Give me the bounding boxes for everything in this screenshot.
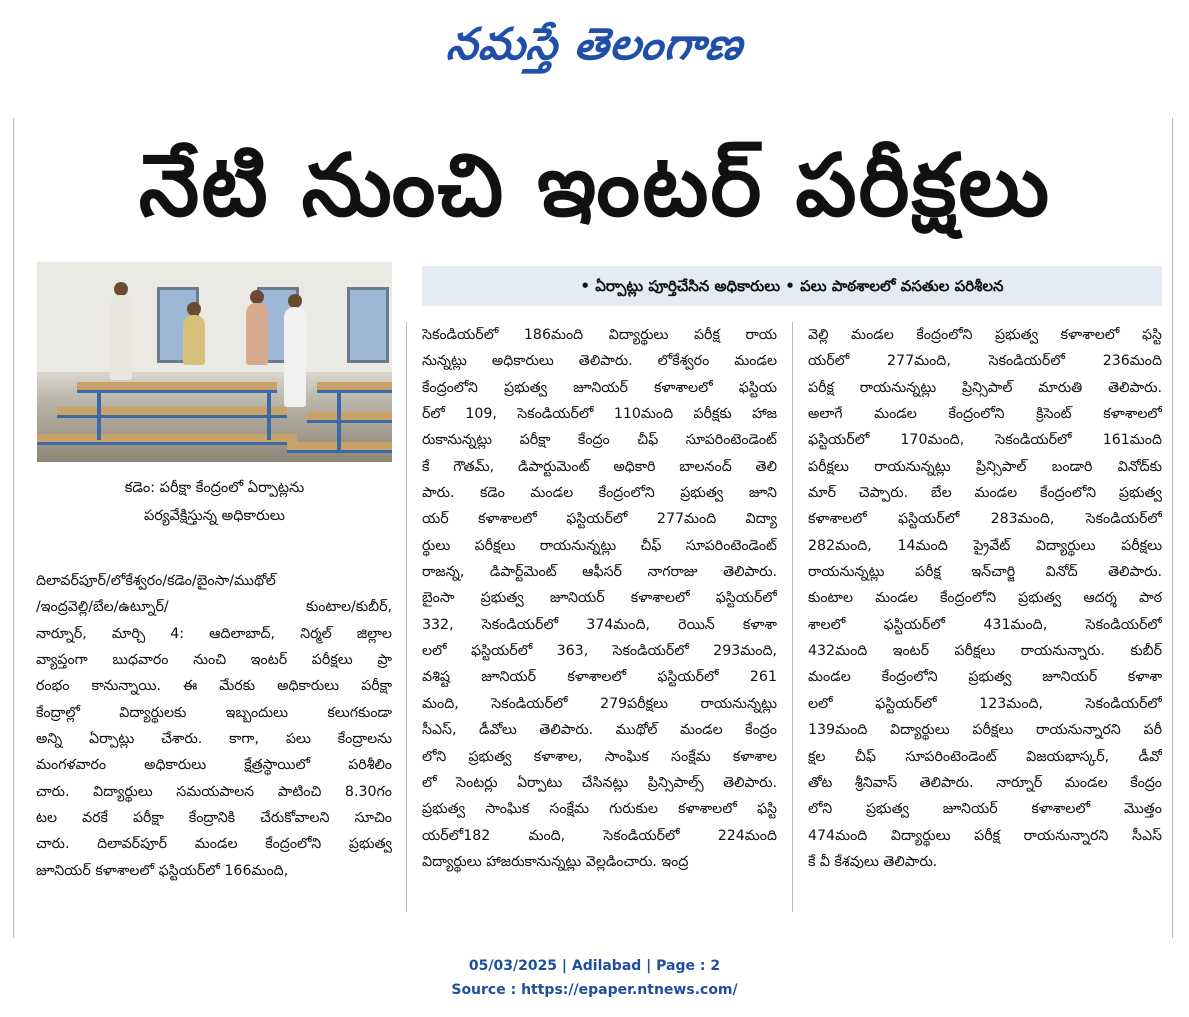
article-text-line: కళాశాలలో ఫస్టియర్‌లో 283మంది, సెకండియర్‌లో xyxy=(808,511,1162,528)
article-text-line: మంగళవారం అధికారులు క్షేత్రస్థాయిలో పరిశీలిం xyxy=(36,757,392,774)
article-text-line: లో సెంటర్లు ఏర్పాటు చేసినట్లు ప్రిన్సిపాల్స్ తెలిపారు. xyxy=(422,774,777,791)
article-text-line: యర్‌లో 277మంది, సెకండియర్‌లో 236మంది xyxy=(808,353,1162,370)
article-text-line: మార్ చెప్పారు. బేల మండల కేంద్రంలోని ప్రభుత్వ xyxy=(808,485,1162,502)
article-text-line: కేంద్రంలోని ప్రభుత్వ జూనియర్ కళాశాలలో ఫస్టియ xyxy=(422,379,777,396)
article-photo xyxy=(37,262,392,462)
article-text-line: ర్‌లో 109, సెకండియర్‌లో 110మంది పరీక్షకు హాజ xyxy=(422,406,777,423)
article-text-line: నున్నట్లు అధికారులు తెలిపారు. లోకేశ్వరం మండల xyxy=(422,353,777,370)
article-text-line: శాలలో ఫస్టియర్‌లో 431మంది, సెకండియర్‌లో xyxy=(808,616,1162,633)
article-text-line: కే గౌతమ్, డిపార్టుమెంట్ అధికారి బాలనంద్ తెలి xyxy=(422,458,777,475)
article-text-line: నార్నూర్, మార్చి 4: ఆదిలాబాద్, నిర్మల్ జిల్లాల xyxy=(36,625,392,642)
article-text-line: అన్ని ఏర్పాట్లు చేశారు. కాగా, పలు కేంద్రాలను xyxy=(36,731,392,748)
article-column-2 xyxy=(422,322,777,875)
article-subheading: • ఏర్పాట్లు పూర్తిచేసిన అధికారులు • పలు పాఠశాలలో వసతుల పరిశీలన xyxy=(422,266,1162,306)
article-text-line: రుకానున్నట్లు పరీక్షా కేంద్రం చీఫ్ సూపరింటెండెంట్ xyxy=(422,432,777,449)
article-text-line: రాయనున్నట్లు పరీక్ష ఇన్‌చార్జి వినోద్ తెలిపారు. xyxy=(808,564,1162,581)
masthead xyxy=(0,0,1189,100)
article-text-line: /ఇంద్రవెల్లి/బేల/ఉట్నూర్/ కుంటాల/కుబీర్, xyxy=(36,599,392,616)
newspaper-logo: నమస్తే తెలంగాణ xyxy=(444,19,746,70)
article-text-line: విద్యార్థులు హాజరుకానున్నట్లు వెల్లడించారు. ఇంద్ర xyxy=(422,853,689,870)
article-text-line: లోని ప్రభుత్వ కళాశాల, సాంఘిక సంక్షేమ కళాశాల xyxy=(422,748,777,765)
article-text-line: కుంటాల మండల కేంద్రంలోని ప్రభుత్వ ఆదర్శ పాఠ xyxy=(808,590,1162,607)
article-text-line: బైంసా ప్రభుత్వ జూనియర్ కళాశాలలో ఫస్టియర్‌లో xyxy=(422,590,777,607)
article-text-line: జూనియర్ కళాశాలలో ఫస్టియర్‌లో 166మంది, xyxy=(36,862,289,879)
article-text-line: 332, సెకండియర్‌లో 374మంది, రెయిన్ కళాశా xyxy=(422,616,777,633)
article-text-line: వెల్లి మండల కేంద్రంలోని ప్రభుత్వ కళాశాలలో ఫస్టి xyxy=(808,327,1162,343)
edition-info: 05/03/2025 | Adilabad | Page : 2 xyxy=(468,958,721,974)
article-column-1 xyxy=(36,568,392,884)
article-text-line: 282మంది, 14మంది ప్రైవేట్ విద్యార్థులు పరీక్షలు xyxy=(808,537,1162,554)
article-text-line: వ్యాప్తంగా బుధవారం నుంచి ఇంటర్ పరీక్షలు ప్రా xyxy=(36,652,392,669)
article-text-line: పరీక్ష రాయనున్నట్లు ప్రిన్సిపాల్ మారుతి తెలిపారు. xyxy=(808,379,1162,396)
article-text-line: పరీక్షలు రాయనున్నట్లు ప్రిన్సిపాల్ బండారి వినోద్‌కు xyxy=(808,458,1162,475)
article-text-line: యర్ కళాశాలలో ఫస్టియర్‌లో 277మంది విద్యా xyxy=(422,511,777,528)
article-text-line: మంది, సెకండియర్‌లో 279పరీక్షలు రాయనున్నట్లు xyxy=(422,695,777,712)
source-link[interactable]: Source : https://epaper.ntnews.com/ xyxy=(451,982,738,998)
article-text-line: ప్రభుత్వ సాంఘిక సంక్షేమ గురుకుల కళాశాలలో ఫస్టి xyxy=(422,801,777,818)
article-text-line: క్షల చీఫ్ సూపరింటెండెంట్ విజయభాస్కర్, డీవో xyxy=(808,748,1162,765)
article-column-3 xyxy=(808,322,1162,875)
article-text-line: లోని ప్రభుత్వ జూనియర్ కళాశాలలో మొత్తం xyxy=(808,801,1162,818)
article-text-line: రంభం కానున్నాయి. ఈ మేరకు అధికారులు పరీక్షా xyxy=(36,678,392,695)
article-text-line: పారు. కడెం మండల కేంద్రంలోని ప్రభుత్వ జూని xyxy=(422,485,777,502)
article-text-line: లలో ఫస్టియర్‌లో 123మంది, సెకండియర్‌లో xyxy=(808,695,1162,712)
article-text-line: మండల కేంద్రంలోని ప్రభుత్వ జూనియర్ కళాశా xyxy=(808,669,1162,686)
article-text-line: చారు. విద్యార్థులు సమయపాలన పాటించి 8.30గం xyxy=(36,783,392,800)
article-text-line: తోట శ్రీనివాస్ తెలిపారు. నార్నూర్ మండల కేంద్రం xyxy=(808,774,1162,791)
article-text-line: యర్‌లో182 మంది, సెకండియర్‌లో 224మంది xyxy=(422,827,777,844)
article-text-line: ఫస్టియర్‌లో 170మంది, సెకండియర్‌లో 161మంది xyxy=(808,432,1162,449)
caption-line: కడెం: పరీక్షా కేంద్రంలో ఏర్పాట్లను xyxy=(124,480,305,496)
column-divider xyxy=(406,322,407,912)
article-text-line: రాజన్న, డిపార్ట్‌మెంట్ ఆఫీసర్ నాగరాజు తెలిపారు. xyxy=(422,564,777,581)
article-text-line: 139మంది విద్యార్థులు పరీక్షలు రాయనున్నారని పరీ xyxy=(808,722,1162,739)
article-text-line: ర్థులు పరీక్షలు రాయనున్నట్లు చీఫ్ సూపరింటెండెంట్ xyxy=(422,537,777,554)
page-footer xyxy=(0,954,1189,1002)
article-text-line: సీఎస్, డీవోలు తెలిపారు. ముథోల్ మండల కేంద్రం xyxy=(422,722,777,739)
article-text-line: 432మంది ఇంటర్ పరీక్షలు రాయనున్నారు. కుబీర్ xyxy=(808,643,1162,660)
article-text-line: చారు. దిలావర్‌పూర్ మండల కేంద్రంలోని ప్రభుత్వ xyxy=(36,836,392,853)
article-text-line: కే వీ కేశవులు తెలిపారు. xyxy=(808,853,938,870)
article-text-line: అలాగే మండల కేంద్రంలోని క్రిసెంట్ కళాశాలలో xyxy=(808,406,1162,423)
photo-caption xyxy=(37,474,392,530)
article-text-line: వశిష్ట జూనియర్ కళాశాలలో ఫస్టియర్‌లో 261 xyxy=(422,669,777,686)
article-text-line: టల వరకే పరీక్షా కేంద్రానికి చేరుకోవాలని సూచిం xyxy=(36,810,392,827)
article-text-line: 474మంది విద్యార్థులు పరీక్ష రాయనున్నారని సీఎస్ xyxy=(808,827,1162,844)
article-text-line: కేంద్రాల్లో విద్యార్థులకు ఇబ్బందులు కలుగకుండా xyxy=(36,704,392,721)
article-text-line: దిలావర్‌పూర్/లోకేశ్వరం/కడెం/బైంసా/ముథోల్ xyxy=(36,573,276,589)
article-text-line: సెకండియర్‌లో 186మంది విద్యార్థులు పరీక్ష రాయ xyxy=(422,327,777,343)
article-headline: నేటి నుంచి ఇంటర్ పరీక్షలు xyxy=(138,136,1052,236)
caption-line: పర్యవేక్షిస్తున్న అధికారులు xyxy=(143,508,286,524)
column-divider xyxy=(792,322,793,912)
article-text-line: లలో ఫస్టియర్‌లో 363, సెకండియర్‌లో 293మంది, xyxy=(422,643,777,660)
